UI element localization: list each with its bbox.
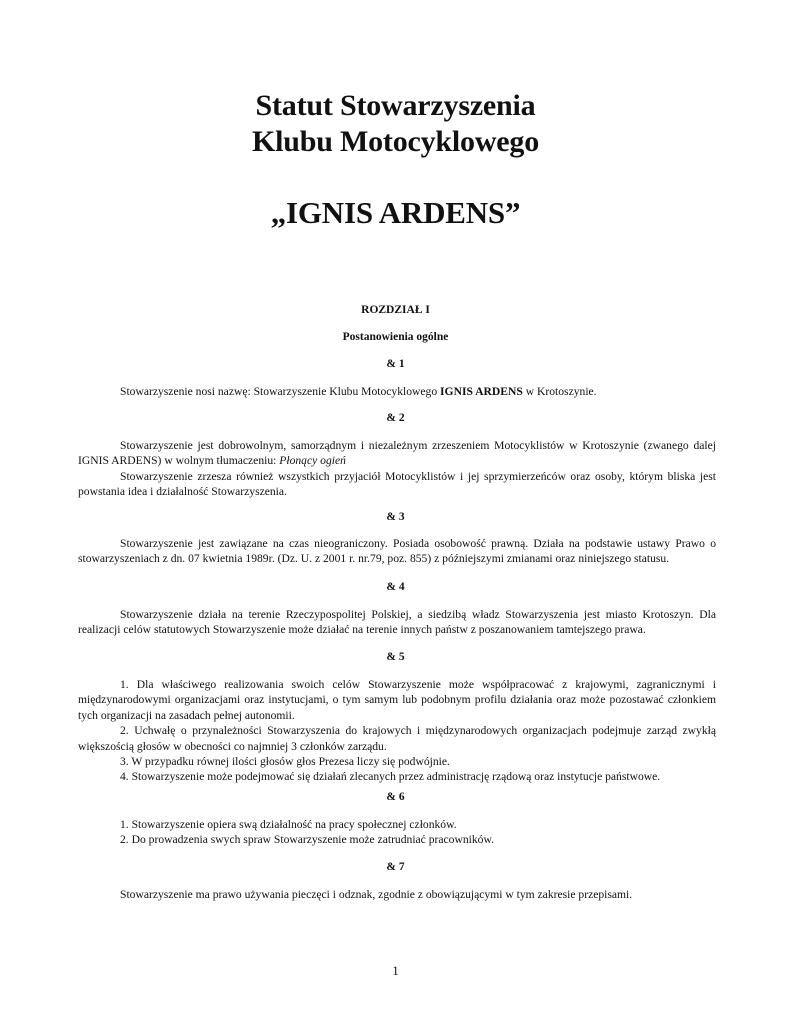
chapter-heading: ROZDZIAŁ I [361, 304, 430, 316]
section-6-item-1: 1. Stowarzyszenie opiera swą działalność na pracy społecznej członków. [120, 818, 457, 831]
section-2-paragraph [78, 438, 716, 500]
section-5-item-3: 3. W przypadku równej ilości głosów głos Prezesa liczy się podwójnie. [120, 755, 450, 769]
section-mark-5: & 5 [386, 651, 405, 663]
section-1-text-after: w Krotoszynie. [522, 385, 597, 398]
club-name-title: „IGNIS ARDENS” [270, 195, 521, 230]
section-5-item-1: 1. Dla właściwego realizowania swoich celów Stowarzyszenie może współpracować z krajowymi, zagranicznymi i międzynarodowymi organizacjami oraz instytucjami, o tym samym lub podobnym profilu działania oraz może pozostawać członkiem tych organizacji na zasadach pełnej autonomii. [78, 678, 716, 722]
section-2-text: Stowarzyszenie jest dobrowolnym, samorządnym i niezależnym zrzeszeniem Motocyklistów w Krotoszynie (zwanego dalej IGNIS ARDENS) w wolnym tłumaczeniu: [78, 439, 716, 468]
section-mark-7: & 7 [386, 861, 405, 873]
section-mark-1: & 1 [386, 358, 405, 370]
section-1-paragraph [78, 384, 716, 399]
section-6-item-2: 2. Do prowadzenia swych spraw Stowarzyszenie może zatrudniać pracowników. [120, 833, 494, 847]
section-2-line-1 [78, 438, 716, 469]
section-6-list [78, 817, 716, 848]
document-title-line-2: Klubu Motocyklowego [251, 125, 540, 158]
section-2-translation: Płonący ogień [279, 454, 346, 468]
section-mark-3: & 3 [386, 511, 405, 523]
section-5-list [78, 677, 716, 785]
section-5-item-4: 4. Stowarzyszenie może podejmować się działań zlecanych przez administrację rządową oraz instytucje państwowe. [120, 770, 661, 784]
document-title-line-1: Statut Stowarzyszenia [255, 89, 536, 122]
section-3-paragraph: Stowarzyszenie jest zawiązane na czas nieograniczony. Posiada osobowość prawną. Działa na podstawie ustawy Prawo o stowarzyszeniach z dn. 07 kwietnia 1989r. (Dz. U. z 2001 r. nr.79, poz. 855) z późniejszymi zmianami oraz niniejszego statusu. [78, 537, 716, 566]
section-7-paragraph: Stowarzyszenie ma prawo używania pieczęci i odznak, zgodnie z obowiązującymi w tym zakresie przepisami. [120, 888, 633, 901]
section-5-item-2: 2. Uchwałę o przynależności Stowarzyszenia do krajowych i międzynarodowych organizacjach podejmuje zarząd zwykłą większością głosów w obecności co najmniej 3 członków zarządu. [78, 724, 716, 753]
section-1-club-name: IGNIS ARDENS [440, 385, 523, 398]
section-mark-6: & 6 [386, 791, 405, 803]
section-mark-2: & 2 [386, 412, 405, 424]
page-number: 1 [392, 963, 399, 978]
section-2-line-2: Stowarzyszenie zrzesza również wszystkich przyjaciół Motocyklistów i jej sprzymierzeńców oraz osoby, którym bliska jest powstania idea i działalność Stowarzyszenia. [78, 469, 716, 499]
section-1-text-before: Stowarzyszenie nosi nazwę: Stowarzyszenie Klubu Motocyklowego [120, 385, 441, 398]
chapter-subheading: Postanowienia ogólne [342, 331, 449, 343]
section-4-paragraph: Stowarzyszenie działa na terenie Rzeczypospolitej Polskiej, a siedzibą władz Stowarzyszenia jest miasto Krotoszyn. Dla realizacji celów statutowych Stowarzyszenie może działać na terenie innych państw z poszanowaniem tamtejszego prawa. [78, 608, 716, 637]
section-mark-4: & 4 [386, 581, 405, 593]
